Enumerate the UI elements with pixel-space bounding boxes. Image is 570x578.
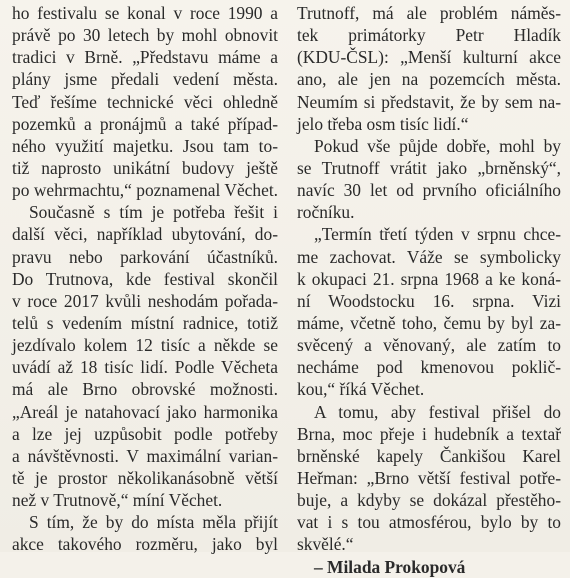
text-line: po wehrmachtu,“ poznamenal Věchet. (12, 180, 278, 201)
text-line: ho festivalu se konal v roce 1990 a (12, 3, 278, 23)
text-line: „Termín třetí týden v srpnu chce- (314, 224, 561, 245)
text-line: Brna, moc přeje i hudebník a textař (297, 423, 561, 444)
text-line: me zachovat. Váže se symbolicky (297, 246, 561, 267)
text-line: brněnské kapely Čankišou Karel (297, 445, 561, 466)
author-byline: – Milada Prokopová (314, 556, 466, 577)
text-line: plány jsme předali vedení města. (12, 69, 278, 90)
text-line: vat i s tou atmosférou, bylo by to (297, 512, 561, 533)
text-line: S tím, že by do místa měla přijít (29, 512, 278, 533)
text-line: Pokud vše půjde dobře, mohl by (314, 135, 561, 156)
article-column-right (297, 0, 561, 578)
text-line: Teď řešíme technické věci ohledně (12, 91, 278, 112)
text-line: uvádí až 18 tisíc lidí. Podle Věcheta (12, 357, 278, 378)
text-line: a lze jej uzpůsobit podle potřeby (12, 423, 278, 444)
text-line: tradici v Brně. „Představu máme a (12, 47, 278, 68)
text-line: akce takového rozměru, jako byl (12, 534, 278, 555)
text-line: k okupaci 21. srpna 1968 a ke koná- (297, 268, 561, 289)
text-line: tiž naprosto unikátní budovy ještě (12, 157, 278, 178)
text-line: Současně s tím je potřeba řešit i (29, 202, 278, 223)
text-line: ročníku. (297, 202, 355, 223)
text-line: kou,“ říká Věchet. (297, 379, 425, 400)
text-line: ní Woodstocku 16. srpna. Vizi (297, 290, 561, 311)
text-line: další věci, například ubytování, do- (12, 224, 278, 245)
text-line: telů s vedením místní radnice, totiž (12, 312, 278, 333)
article-column-left (12, 0, 278, 556)
text-line: se Trutnoff vrátit jako „brněnský“, (297, 157, 561, 178)
text-line: právě po 30 letech by mohl obnovit (12, 25, 278, 46)
text-line: má ale Brno obrovské možnosti. (12, 379, 278, 400)
text-line: v roce 2017 kvůli neshodám pořada- (12, 290, 278, 311)
text-line: skvělé.“ (297, 534, 354, 555)
text-line: než v Trutnově,“ míní Věchet. (12, 490, 223, 511)
text-line: A tomu, aby festival přišel do (314, 401, 561, 422)
text-line: máme, včetně toho, čemu by byl za- (297, 312, 561, 333)
text-line: a návštěvnosti. V maximální varian- (12, 445, 278, 466)
text-line: navíc 30 let od prvního oficiálního (297, 180, 561, 201)
text-line: „Areál je natahovací jako harmonika (12, 401, 278, 422)
text-line: ného využití majetku. Jsou tam to- (12, 135, 278, 156)
text-line: ano, ale jen na pozemcích města. (297, 69, 561, 90)
text-line: Do Trutnova, kde festival skončil (12, 268, 278, 289)
text-line: necháme pod kmenovou poklič- (297, 357, 561, 378)
text-line: Trutnoff, má ale problém náměs- (297, 3, 561, 23)
text-line: pravu nebo parkování účastníků. (12, 246, 278, 267)
text-line: pozemků a pronájmů a také případ- (12, 113, 278, 134)
text-line: svěcený a věnovaný, ale zatím to (297, 335, 561, 356)
text-line: Neumím si představit, že by sem na- (297, 91, 561, 112)
text-line: buje, a kdyby se dokázal přestěho- (297, 490, 561, 511)
text-line: tek primátorky Petr Hladík (297, 25, 561, 46)
text-line: jelo třeba osm tisíc lidí.“ (297, 113, 469, 134)
text-line: tě je prostor několikanásobně větší (12, 467, 278, 488)
text-line: (KDU-ČSL): „Menší kulturní akce (297, 47, 561, 68)
text-line: jezdívalo kolem 12 tisíc a někde se (12, 335, 278, 356)
text-line: Heřman: „Brno větší festival potře- (297, 467, 561, 488)
